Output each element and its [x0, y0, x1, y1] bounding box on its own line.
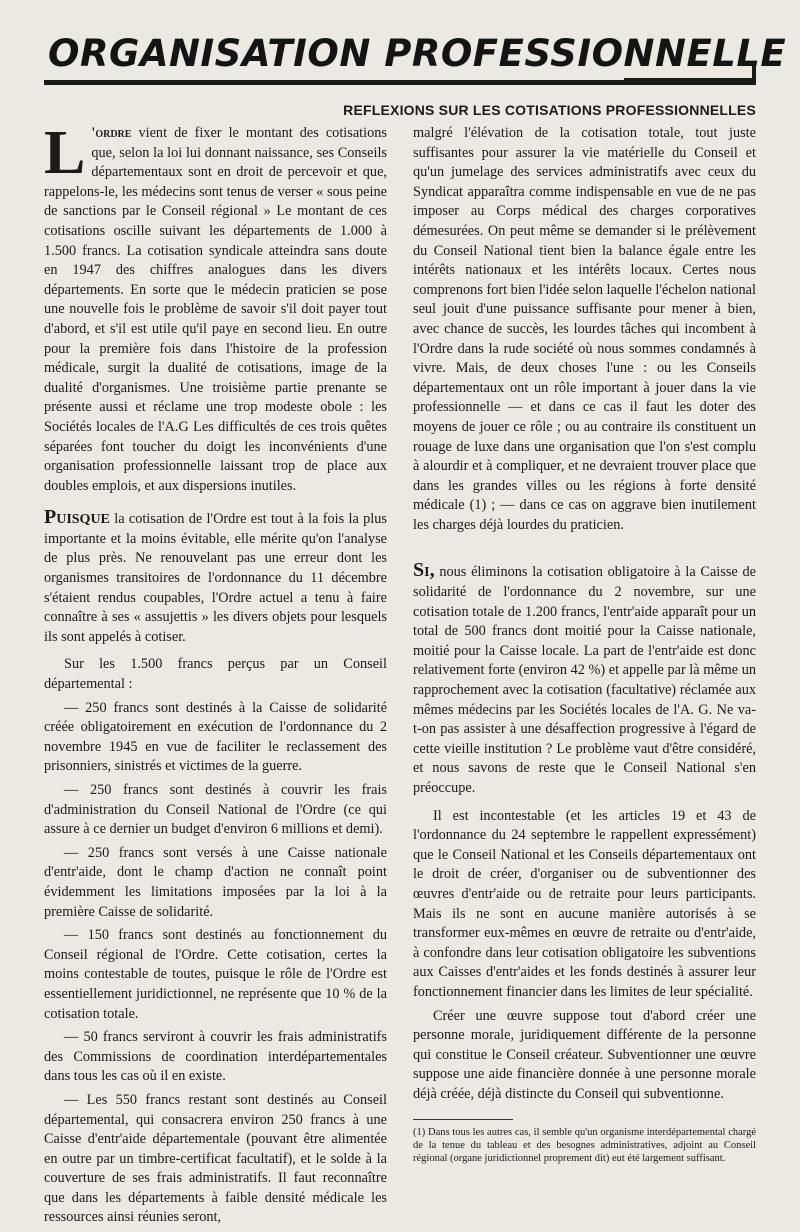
lead-word: Puisque: [44, 506, 110, 529]
paragraph-text: vient de fixer le montant des cotisations que, selon la loi lui donnant naissance, ses Conseils départementaux sont en droit de percevoir et que, rappelons-le, les médecins sont tenus de verser « sous peine de sanctions par le Conseil régional » Le montant de ces cotisations oscille suivant les départements de 1.000 à 1.500 francs. La cotisation syndicale atteindra sans doute en 1947 des chiffres analogues dans les divers départements. En sorte que le médecin praticien se pose une nouvelle fois le problème de savoir s'il doit payer tout d'abord, et s'il est utile qu'il paye en second lieu. En outre pour la première fois dans l'histoire de la profession médicale, surgit la dualité de cotisations, image de la dualité d'organismes. Une troisième partie prenante se présente aussi et réclame une trop modeste obole : les Sociétés locales de l'A.G Les difficultés de ces trois quêtes séparées font toucher du doigt les inconvénients d'une organisation professionnelle laissant trop de place aux doubles emplois, et aux dispersions inutiles.: [44, 125, 387, 494]
paragraph: malgré l'élévation de la cotisation totale, tout juste suffisantes pour assurer la vie matérielle du Conseil et qu'un jumelage des services administratifs avec ceux du Syndicat apparaîtra comme indispensable en vue de ne pas imposer au Corps médical des charges corporatives démesurées. On peut même se demander si le prélèvement du Conseil National tient bien la balance égale entre les intérêts nationaux et les intérêts locaux. Certes nous comprenons fort bien l'idée selon laquelle l'échelon national seul jouit d'une puissance suffisante pour mener à bien, avec chance de succès, les lourdes tâches qui incombent à l'Ordre dans la rude société où nous sommes condamnés à vivre. Mais, de deux choses l'une : ou les Conseils départementaux ont un rôle important à jouer dans la vie professionnelle — et dans ce cas il faut les doter des moyens de jouer ce rôle ; ou au contraire ils constituent un rouage de luxe dans une organisation que l'on s'est complu à alourdir et à compliquer, et ne devraient trouver place que dans les grandes villes ou les régions à forte densité médicale (1) ; — dans ce cas on aggrave bien inutilement les charges déjà lourdes du praticien.: [413, 125, 756, 533]
left-column: [44, 119, 387, 1232]
lead-word: 'ordre: [91, 125, 132, 141]
list-item: — 250 francs sont destinés à couvrir les frais d'administration du Conseil National de l'Ordre (ce qui assure à ce dernier un budget d'environ 6 millions et demi).: [44, 782, 387, 838]
paragraph: Créer une œuvre suppose tout d'abord créer une personne morale, juridiquement différente de la personne qui constitue le Conseil créateur. Subventionner une œuvre suppose une aide financière donnée à une personne morale déjà créée, déjà distincte du Conseil qui subventionne.: [413, 1007, 756, 1102]
list-item: — 150 francs sont destinés au fonctionnement du Conseil régional de l'Ordre. Cette cotisation, certes la moins contestable de toutes, puisque le rôle de l'Ordre est essentiellement juridictionnel, ne représente que 10 % de la cotisation totale.: [44, 927, 387, 1022]
list-item: — 250 francs sont versés à une Caisse nationale d'entr'aide, dont le champ d'action ne connaît point évidemment les limitations imposées par la loi à la première Caisse de solidarité.: [44, 844, 387, 920]
paragraph: [44, 119, 387, 496]
paragraph: Il est incontestable (et les articles 19 et 43 de l'ordonnance du 24 septembre le rappellent expressément) que le Conseil National et les Conseils départementaux ont le droit de créer, d'organiser ou de subventionner des œuvres d'entr'aide ou de retraite pour leurs participants. Mais ils ne sont en aucune manière autorisés à se transformer eux-mêmes en œuvre de retraite ou d'entr'aide, à confondre dans leur cotisation obligatoire les subventions aux Caisses d'entr'aides et les fonds destinés à assurer leur fonctionnement financier dans les limites de leur spécialité.: [413, 807, 756, 1000]
list-item: — 250 francs sont destinés à la Caisse de solidarité créée obligatoirement en exécution de l'ordonnance du 2 novembre 1945 en vue de faciliter le reclassement des prisonniers, sinistrés et victimes de la guerre.: [44, 699, 387, 775]
paragraph: [44, 508, 387, 647]
drop-cap: L: [44, 119, 86, 187]
paragraph-text: nous éliminons la cotisation obligatoire à la Caisse de solidarité de l'ordonnance du 2 novembre, sur une cotisation totale de 1.200 francs, l'entr'aide apparaît pour un total de 500 francs dont moitié pour la Caisse nationale, moitié pour la Caisse locale. La part de l'entr'aide est donc relativement forte (environ 42 %) et appelle par là même un rapprochement avec la cotisation (facultative) réclamée aux mêmes médecins par les Sociétés locales de l'A. G. Ne va-t-on pas assister à une désaffection progressive à l'égard de cette vieille institution ? Le problème vaut d'être considéré, et nous savons de reste que le Conseil National s'en préoccupe.: [413, 564, 756, 796]
right-column: [413, 124, 756, 1232]
list-item: — 50 francs serviront à couvrir les frais administratifs des Commissions de coordination interdépartementales dans tous les cas où il en existe.: [44, 1029, 387, 1085]
list-item: — Les 550 francs restant sont destinés au Conseil départemental, qui consacrera environ 250 francs à une Caisse d'entr'aide départementale (pouvant être alimentée en outre par un timbre-certificat facultatif), et le solde à la couverture de ses frais administratifs. Il faut reconnaître que dans les départements à faible densité médicale les ressources ainsi réunies seront,: [44, 1091, 387, 1226]
spacer: [413, 543, 756, 561]
paragraph: [413, 561, 756, 798]
masthead: [44, 26, 787, 90]
paragraph-text: la cotisation de l'Ordre est tout à la fois la plus importante et la moins évitable, elle mérite qu'on l'analyse de plus près. Ne renouvelant pas une erreur dont les organismes transitoires de l'ordonnance du 11 décembre s'étaient rendus coupables, l'Ordre actuel a tenu à faire connaître à ses « assujettis » les divers objets pour lesquels ils sont appelés à cotiser.: [44, 511, 387, 645]
masthead-rule: [44, 80, 756, 85]
masthead-rule-hook: [624, 62, 756, 82]
paragraph: Sur les 1.500 francs perçus par un Conseil départemental :: [44, 656, 387, 693]
footnote-divider: [413, 1119, 513, 1120]
article-body: [44, 119, 756, 1232]
lead-word: Si,: [413, 559, 435, 582]
page-title: ORGANISATION PROFESSIONNELLE: [48, 32, 787, 75]
article-heading: REFLEXIONS SUR LES COTISATIONS PROFESSIONNELLES: [343, 102, 756, 118]
footnote: (1) Dans tous les autres cas, il semble qu'un organisme interdépartemental chargé de la tenue du tableau et des besognes administratives, adjoint au Conseil régional (organe juridictionnel proprement dit) eut été largement suffisant.: [413, 1126, 756, 1164]
